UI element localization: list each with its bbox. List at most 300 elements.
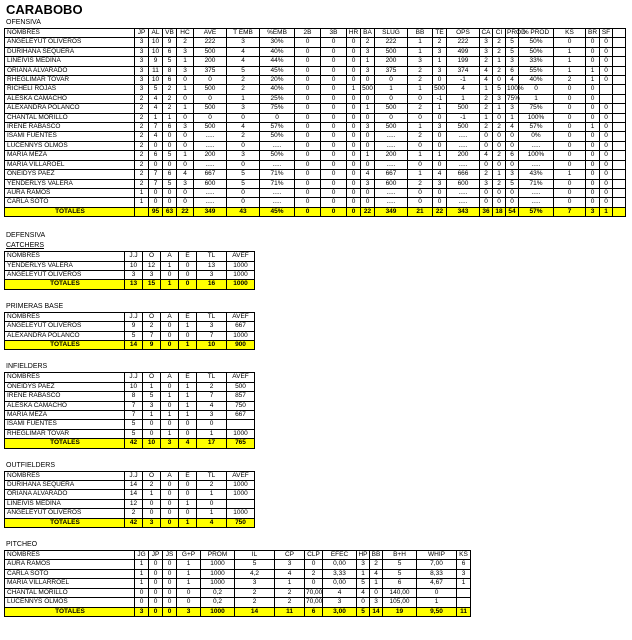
cell-value: 2 xyxy=(227,132,260,141)
cell-value: 0 xyxy=(197,499,227,508)
cell-value: 18 xyxy=(493,207,506,216)
cell-value: 3 xyxy=(135,76,149,85)
table-row xyxy=(5,47,626,56)
cell-name: TOTALES xyxy=(5,340,125,349)
table-row xyxy=(5,38,626,47)
cell-value: PROM xyxy=(201,551,235,560)
cell-value xyxy=(613,141,626,150)
cell-value: 2 xyxy=(493,38,506,47)
cell-value: 2 xyxy=(197,481,227,490)
cell-value: 2 xyxy=(235,598,275,607)
cell-value: 4 xyxy=(480,151,493,160)
cell-value: 343 xyxy=(447,207,480,216)
cell-value: 0 xyxy=(143,429,161,438)
cell-value: 0 xyxy=(163,579,177,588)
cell-value: -1 xyxy=(433,94,447,103)
cell-value: TL xyxy=(197,471,227,480)
cell-value: KS xyxy=(554,29,586,38)
cell-value: 4,2 xyxy=(235,569,275,578)
cell-value: 1 xyxy=(554,66,586,75)
cell-value: 0 xyxy=(600,113,613,122)
cell-value: 1 xyxy=(161,261,179,270)
cell-value: 4 xyxy=(149,104,163,113)
cell-value: 1000 xyxy=(227,481,255,490)
cell-value: 2 xyxy=(370,560,383,569)
cell-value: 0 xyxy=(295,132,321,141)
cell-value xyxy=(600,85,613,94)
cell-value: 4 xyxy=(506,76,519,85)
cell-value: 0 xyxy=(321,188,347,197)
cell-value: 2 xyxy=(163,94,177,103)
cell-value: 3 xyxy=(227,151,260,160)
cell-value: 0 xyxy=(149,560,163,569)
table-row xyxy=(5,94,626,103)
cell-value: 10 xyxy=(197,340,227,349)
cell-value: 4 xyxy=(480,66,493,75)
cell-value: 0 xyxy=(493,188,506,197)
cell-value: J.J xyxy=(125,471,143,480)
cell-value: 10 xyxy=(125,382,143,391)
cell-value: 45% xyxy=(260,66,295,75)
cell-value: 0 xyxy=(347,57,361,66)
cell-value: 0 xyxy=(361,76,375,85)
cell-value: 71% xyxy=(519,179,554,188)
cell-value: 4 xyxy=(480,76,493,85)
table-row xyxy=(5,57,626,66)
cell-value: 0 xyxy=(586,170,600,179)
cell-value: 0 xyxy=(321,66,347,75)
cell-value: 15 xyxy=(143,280,161,289)
cell-value: TL xyxy=(197,373,227,382)
cell-value: 95 xyxy=(149,207,163,216)
cell-value: 0 xyxy=(177,76,194,85)
cell-value: 4,67 xyxy=(417,579,457,588)
cell-value: 1 xyxy=(433,57,447,66)
cell-value: 0 xyxy=(149,598,163,607)
cell-value: 857 xyxy=(227,392,255,401)
cell-value: 0 xyxy=(227,113,260,122)
cell-value: 1 xyxy=(586,66,600,75)
section-subtitle: CATCHERS xyxy=(6,242,44,250)
cell-value: 0 xyxy=(179,261,197,270)
cell-value: 1 xyxy=(417,598,457,607)
cell-value: 0 xyxy=(149,160,163,169)
table-row xyxy=(5,420,255,429)
cell-value: 0 xyxy=(177,188,194,197)
cell-value xyxy=(613,85,626,94)
cell-value xyxy=(613,132,626,141)
table-row xyxy=(5,560,471,569)
cell-name: ALESKA CAMACHO xyxy=(5,401,125,410)
cell-value: 1 xyxy=(480,85,493,94)
section-title: INFIELDERS xyxy=(6,363,48,371)
cell-value: 1000 xyxy=(201,560,235,569)
cell-value: 2 xyxy=(305,569,323,578)
cell-value: IL xyxy=(235,551,275,560)
cell-value: 900 xyxy=(227,340,255,349)
cell-value: 75% xyxy=(519,104,554,113)
cell-value: BR xyxy=(586,29,600,38)
cell-value: 3 xyxy=(143,401,161,410)
cell-value xyxy=(613,160,626,169)
cell-value: 3 xyxy=(227,104,260,113)
cell-value: 12 xyxy=(143,261,161,270)
cell-value: 0 xyxy=(493,113,506,122)
cell-value: 0 xyxy=(506,141,519,150)
cell-value: 666 xyxy=(447,170,480,179)
cell-value: 0 xyxy=(295,113,321,122)
cell-value: 5 xyxy=(383,560,417,569)
cell-value: 0 xyxy=(408,198,433,207)
cell-value: 1 xyxy=(275,579,305,588)
cell-value: 0 xyxy=(347,123,361,132)
cell-value: 0 xyxy=(161,518,179,527)
cell-value: 0 xyxy=(361,188,375,197)
cell-name: MARIA VILLAROEL xyxy=(5,160,135,169)
totals-row xyxy=(5,518,255,527)
cell-value: 1 xyxy=(493,57,506,66)
cell-value: 499 xyxy=(447,47,480,56)
cell-value: 3 xyxy=(457,569,471,578)
cell-value: 1 xyxy=(177,104,194,113)
cell-value xyxy=(613,66,626,75)
cell-value: 1 xyxy=(149,113,163,122)
section-title: OUTFIELDERS xyxy=(6,461,56,469)
cell-value: 1 xyxy=(179,499,197,508)
cell-value: 6 xyxy=(506,66,519,75)
cell-value: 57% xyxy=(519,123,554,132)
cell-value: 0 xyxy=(163,607,177,616)
cell-value: 0 xyxy=(586,198,600,207)
cell-value: 1 xyxy=(519,94,554,103)
cell-value: 0 xyxy=(347,66,361,75)
cell-value: 0 xyxy=(163,569,177,578)
cell-value: 500 xyxy=(447,123,480,132)
cell-value: 0 xyxy=(408,188,433,197)
cell-value: 0 xyxy=(347,38,361,47)
cell-value: 12 xyxy=(125,499,143,508)
section-title: PITCHEO xyxy=(6,541,38,549)
cell-value: 5 xyxy=(383,569,417,578)
cell-value: 1 xyxy=(135,579,149,588)
cell-value: 2 xyxy=(235,588,275,597)
cell-value: 1 xyxy=(433,151,447,160)
cell-name: TOTALES xyxy=(5,439,125,448)
totals-row xyxy=(5,607,471,616)
cell-value: 0 xyxy=(149,588,163,597)
cell-value: 3 xyxy=(357,560,370,569)
table-row xyxy=(5,481,255,490)
cell-value: 1 xyxy=(177,569,201,578)
cell-value: 0 xyxy=(161,331,179,340)
cell-value: 7 xyxy=(125,411,143,420)
cell-value: 4 xyxy=(227,47,260,56)
cell-value: ..... xyxy=(447,160,480,169)
cell-value: 222 xyxy=(375,38,408,47)
cell-value: 7,00 xyxy=(417,560,457,569)
cell-value: 0 xyxy=(295,207,321,216)
cell-value: 0 xyxy=(493,160,506,169)
cell-value: 3 xyxy=(275,560,305,569)
cell-value: 0 xyxy=(347,132,361,141)
table-row xyxy=(5,132,626,141)
cell-value: 0 xyxy=(143,509,161,518)
cell-value: 750 xyxy=(227,401,255,410)
cell-name: ANGELEYUT OLIVEROS xyxy=(5,322,125,331)
cell-value: 0 xyxy=(347,198,361,207)
cell-value: 2 xyxy=(480,123,493,132)
table-row xyxy=(5,170,626,179)
cell-value: 13 xyxy=(197,261,227,270)
cell-value: 7 xyxy=(149,123,163,132)
cell-value: 0 xyxy=(161,499,179,508)
cell-value: 2 xyxy=(135,151,149,160)
cell-value: 3 xyxy=(135,607,149,616)
cell-value: 4 xyxy=(149,94,163,103)
cell-value: 0 xyxy=(194,94,227,103)
cell-value: 0 xyxy=(194,113,227,122)
cell-name: YENDERLYS VALERA xyxy=(5,261,125,270)
cell-value: 0 xyxy=(161,401,179,410)
cell-value: 5 xyxy=(125,429,143,438)
cell-value: 0 xyxy=(586,104,600,113)
cell-value: 0 xyxy=(586,57,600,66)
cell-value: 375 xyxy=(194,66,227,75)
cell-name: LUCENNYS OLMOS xyxy=(5,141,135,150)
cell-value: 8 xyxy=(163,66,177,75)
cell-value: 0 xyxy=(586,188,600,197)
cell-value: 0 xyxy=(295,47,321,56)
cell-value: 0 xyxy=(361,94,375,103)
cell-value: 1 xyxy=(161,280,179,289)
cell-value: 1 xyxy=(177,579,201,588)
cell-value: 1000 xyxy=(227,261,255,270)
cell-name: LINEIVIS MEDINA xyxy=(5,499,125,508)
cell-value: 1 xyxy=(493,170,506,179)
table-row xyxy=(5,198,626,207)
cell-name: MARIA MEZA xyxy=(5,151,135,160)
cell-value: 4 xyxy=(433,170,447,179)
cell-value: 0 xyxy=(163,141,177,150)
cell-value: 2 xyxy=(135,170,149,179)
cell-value: 5 xyxy=(163,151,177,160)
cell-value: TE xyxy=(433,29,447,38)
cell-value: ..... xyxy=(447,141,480,150)
cell-value: 0 xyxy=(163,188,177,197)
cell-value: 200 xyxy=(194,57,227,66)
table-row xyxy=(5,499,255,508)
cell-value: 44% xyxy=(260,57,295,66)
cell-value: 600 xyxy=(194,179,227,188)
cell-value: 0 xyxy=(161,340,179,349)
cell-value: 55% xyxy=(519,66,554,75)
cell-value: 22 xyxy=(177,207,194,216)
cell-value: 199 xyxy=(447,57,480,66)
table-row xyxy=(5,331,255,340)
cell-value xyxy=(613,47,626,56)
cell-value: 11 xyxy=(275,607,305,616)
cell-value: A xyxy=(161,312,179,321)
cell-name: CHANTAL MORILLO xyxy=(5,113,135,122)
cell-value: 20% xyxy=(260,76,295,85)
cell-value: 0 xyxy=(586,85,600,94)
cell-value: 1 xyxy=(554,47,586,56)
stats-table xyxy=(4,28,626,217)
cell-value: 0 xyxy=(600,66,613,75)
table-row xyxy=(5,76,626,85)
cell-value: ..... xyxy=(260,141,295,150)
cell-value: 0 xyxy=(163,560,177,569)
cell-value: 3 xyxy=(361,47,375,56)
cell-value: TL xyxy=(197,252,227,261)
cell-value: 1 xyxy=(179,392,197,401)
cell-value: 500 xyxy=(447,104,480,113)
cell-value: 500 xyxy=(362,85,373,93)
table-row xyxy=(5,588,471,597)
cell-value: 0 xyxy=(600,188,613,197)
cell-value: 25% xyxy=(260,94,295,103)
cell-value: 42 xyxy=(125,518,143,527)
cell-value: 0 xyxy=(135,598,149,607)
cell-value: 0 xyxy=(161,481,179,490)
cell-value: A xyxy=(161,252,179,261)
table-row xyxy=(5,179,626,188)
cell-value: 3 xyxy=(433,47,447,56)
cell-value: A xyxy=(161,471,179,480)
cell-value: 0 xyxy=(149,607,163,616)
table-row xyxy=(5,104,626,113)
cell-value: 1000 xyxy=(227,331,255,340)
cell-name: RHEGLIMAR TOVAR xyxy=(5,429,125,438)
cell-value: 3 xyxy=(361,123,375,132)
cell-value: ..... xyxy=(375,188,408,197)
table-row xyxy=(5,141,626,150)
table-row xyxy=(5,160,626,169)
cell-value: 2 xyxy=(163,85,177,94)
cell-value: 500 xyxy=(194,104,227,113)
cell-name: TOTALES xyxy=(5,207,135,216)
cell-value: 6 xyxy=(163,170,177,179)
cell-value: HC xyxy=(177,29,194,38)
cell-value: 1 xyxy=(161,411,179,420)
cell-value: 5 xyxy=(506,179,519,188)
cell-value: 3 xyxy=(370,598,383,607)
cell-value: 0 xyxy=(143,499,161,508)
cell-value: 2 xyxy=(275,598,305,607)
section-title: PRIMERAS BASE xyxy=(6,302,64,310)
cell-value: 1 xyxy=(161,429,179,438)
cell-value: 0 xyxy=(347,94,361,103)
cell-value: 2 xyxy=(135,94,149,103)
cell-value: 5 xyxy=(227,66,260,75)
cell-name: NOMBRES xyxy=(5,551,135,560)
cell-value: 500 xyxy=(375,104,408,113)
cell-name: TOTALES xyxy=(5,280,125,289)
cell-value: 765 xyxy=(227,439,255,448)
cell-value: 0 xyxy=(357,598,370,607)
cell-value xyxy=(600,94,613,103)
table-row xyxy=(5,382,255,391)
cell-value: 1000 xyxy=(227,429,255,438)
cell-value: 0 xyxy=(493,141,506,150)
cell-value: B+H xyxy=(383,551,417,560)
cell-name: NOMBRES xyxy=(5,471,125,480)
cell-value: 0 xyxy=(433,76,447,85)
header-row xyxy=(5,312,255,321)
cell-value: 200 xyxy=(375,151,408,160)
cell-name: ANGELEYUT OLIVEROS xyxy=(5,270,125,279)
cell-value: 14 xyxy=(125,481,143,490)
cell-value xyxy=(227,420,255,429)
cell-value: 0 xyxy=(321,76,347,85)
cell-value: 8,33 xyxy=(417,569,457,578)
cell-value: 0 xyxy=(433,141,447,150)
cell-value: ..... xyxy=(375,141,408,150)
cell-value: 3 xyxy=(125,270,143,279)
cell-value: 0 xyxy=(361,141,375,150)
cell-value: 0 xyxy=(179,490,197,499)
cell-value: 1 xyxy=(600,207,613,216)
cell-value: 2 xyxy=(408,104,433,113)
cell-value: 667 xyxy=(227,322,255,331)
cell-value: J.J xyxy=(125,252,143,261)
cell-value: 0 xyxy=(321,104,347,113)
cell-value: 1 xyxy=(135,569,149,578)
cell-value: 667 xyxy=(375,170,408,179)
cell-name: TOTALES xyxy=(5,607,135,616)
cell-value: 3 xyxy=(135,47,149,56)
cell-value: 0 xyxy=(600,198,613,207)
cell-value: 1 xyxy=(586,123,600,132)
cell-value: 1 xyxy=(493,104,506,113)
cell-value: 43% xyxy=(519,170,554,179)
cell-value: E xyxy=(179,373,197,382)
cell-value: 0 xyxy=(408,141,433,150)
cell-value: 4 xyxy=(197,401,227,410)
cell-value: 1000 xyxy=(227,509,255,518)
table-row xyxy=(5,411,255,420)
cell-value: 0,2 xyxy=(201,588,235,597)
cell-value: 0 xyxy=(554,123,586,132)
cell-value: SLUG xyxy=(375,29,408,38)
cell-value: 2 xyxy=(135,179,149,188)
cell-value: 1 xyxy=(179,411,197,420)
cell-value: 0 xyxy=(179,331,197,340)
cell-value: 50% xyxy=(519,38,554,47)
cell-value: 0 xyxy=(163,198,177,207)
cell-value: 0 xyxy=(295,38,321,47)
cell-value: 19 xyxy=(383,607,417,616)
cell-value xyxy=(613,104,626,113)
table-row xyxy=(5,322,255,331)
cell-value: 0 xyxy=(179,270,197,279)
cell-value: 3 xyxy=(361,66,375,75)
cell-value: 14 xyxy=(125,340,143,349)
cell-value: 1 xyxy=(457,579,471,588)
stats-table xyxy=(4,372,255,448)
cell-name: DURIHANA SEQUERA xyxy=(5,481,125,490)
cell-value: 10 xyxy=(125,261,143,270)
cell-name: ORIANA ALVARADO xyxy=(5,66,135,75)
cell-value: J.J xyxy=(125,312,143,321)
cell-value: 2 xyxy=(408,66,433,75)
cell-value: 6 xyxy=(305,607,323,616)
cell-value: 0 xyxy=(347,207,361,216)
cell-value: OPS xyxy=(447,29,480,38)
cell-value: 0 xyxy=(321,179,347,188)
cell-value: 200 xyxy=(194,151,227,160)
sections-container xyxy=(4,18,630,617)
